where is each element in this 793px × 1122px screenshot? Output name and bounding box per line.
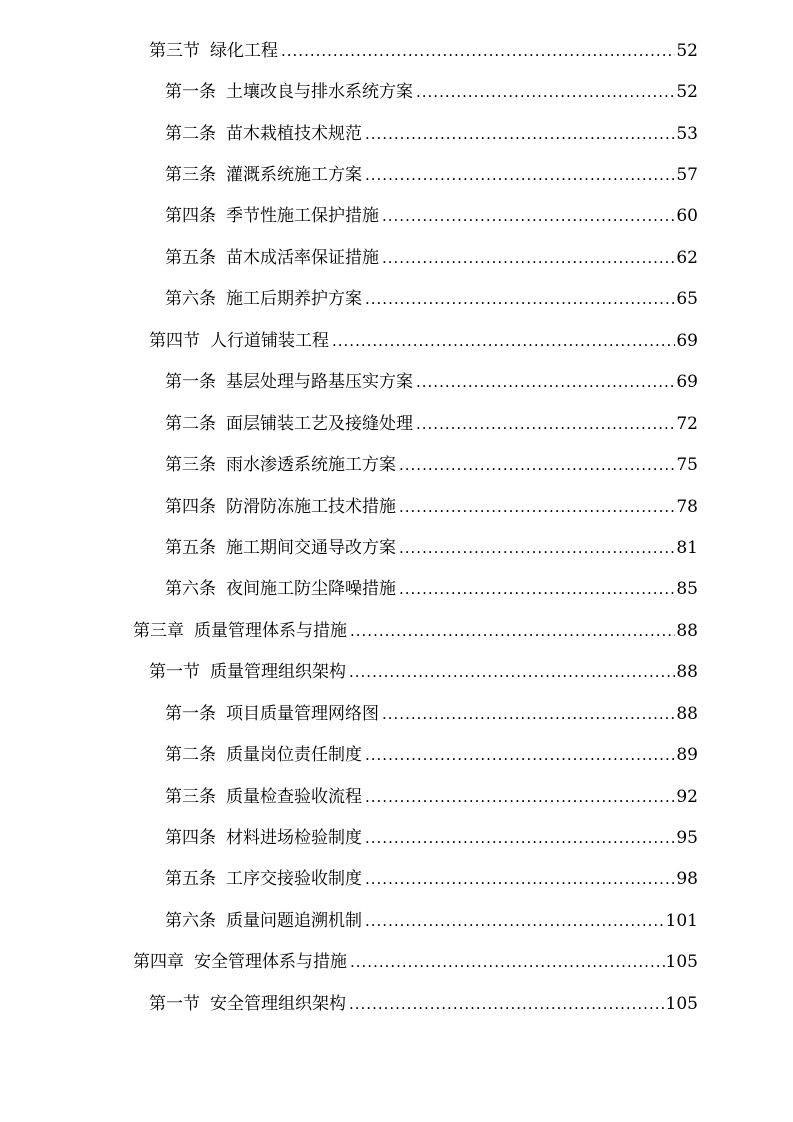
toc-entry-page: 53 [676,123,698,144]
toc-entry-title: 人行道铺装工程 [210,330,329,351]
toc-entry[interactable] [0,983,793,1024]
toc-dot-leader [350,951,665,973]
toc-entry-title: 项目质量管理网络图 [226,703,379,724]
toc-entry-page: 95 [676,828,698,849]
toc-entry-title: 工序交接验收制度 [226,869,362,890]
toc-entry[interactable] [0,859,793,900]
toc-entry-page: 72 [676,413,698,434]
toc-dot-leader [365,123,675,145]
toc-dot-leader [349,661,675,683]
toc-entry-title: 雨水渗透系统施工方案 [226,455,396,476]
toc-entry-page: 65 [676,289,698,310]
toc-entry-number: 第二条 [165,123,216,144]
toc-entry[interactable] [0,279,793,320]
toc-entry[interactable] [0,652,793,693]
toc-entry-title: 材料进场检验制度 [226,828,362,849]
toc-entry-number: 第四条 [165,828,216,849]
toc-entry-number: 第二条 [165,745,216,766]
toc-entry[interactable] [0,569,793,610]
toc-entry-page: 78 [676,496,698,517]
toc-entry-title: 质量岗位责任制度 [226,745,362,766]
toc-entry-page: 92 [676,786,698,807]
toc-entry[interactable] [0,734,793,775]
toc-dot-leader [399,496,675,518]
toc-dot-leader [416,413,675,435]
toc-entry[interactable] [0,942,793,983]
toc-entry-page: 88 [676,703,698,724]
toc-entry-number: 第六条 [165,579,216,600]
toc-dot-leader [382,205,675,227]
toc-dot-leader [365,164,675,186]
toc-entry-number: 第五条 [165,869,216,890]
toc-entry-number: 第一节 [149,662,200,683]
toc-entry-title: 质量管理体系与措施 [194,620,347,641]
toc-entry-title: 质量问题追溯机制 [226,910,362,931]
toc-entry-title: 防滑防冻施工技术措施 [226,496,396,517]
toc-entry-page: 101 [665,910,698,931]
toc-entry-title: 施工后期养护方案 [226,289,362,310]
toc-entry[interactable] [0,693,793,734]
toc-entry-title: 灌溉系统施工方案 [226,165,362,186]
toc-entry[interactable] [0,71,793,112]
toc-dot-leader [365,786,675,808]
toc-entry[interactable] [0,527,793,568]
toc-entry-number: 第五条 [165,537,216,558]
toc-entry[interactable] [0,776,793,817]
toc-entry-title: 质量检查验收流程 [226,786,362,807]
toc-entry-page: 105 [665,993,698,1014]
toc-entry-number: 第六条 [165,289,216,310]
toc-entry-number: 第一节 [149,993,200,1014]
toc-entry[interactable] [0,900,793,941]
toc-entry-title: 安全管理体系与措施 [194,952,347,973]
toc-entry-title: 苗木成活率保证措施 [226,247,379,268]
toc-entry-page: 98 [676,869,698,890]
toc-entry[interactable] [0,486,793,527]
toc-entry-title: 土壤改良与排水系统方案 [226,82,413,103]
toc-entry-page: 85 [676,579,698,600]
toc-entry[interactable] [0,30,793,71]
toc-dot-leader [365,910,665,932]
toc-entry-title: 面层铺装工艺及接缝处理 [226,413,413,434]
toc-entry-number: 第六条 [165,910,216,931]
toc-dot-leader [399,537,675,559]
toc-entry-page: 60 [676,206,698,227]
toc-entry-title: 基层处理与路基压实方案 [226,372,413,393]
toc-entry-page: 52 [676,40,698,61]
toc-entry-page: 105 [665,952,698,973]
toc-entry-page: 89 [676,745,698,766]
toc-dot-leader [332,330,675,352]
toc-entry-number: 第一条 [165,82,216,103]
toc-entry-number: 第二条 [165,413,216,434]
toc-entry[interactable] [0,113,793,154]
toc-dot-leader [399,578,675,600]
toc-entry-number: 第四条 [165,206,216,227]
toc-dot-leader [349,993,665,1015]
toc-dot-leader [399,454,675,476]
toc-entry-page: 88 [676,662,698,683]
toc-dot-leader [416,371,675,393]
toc-entry-page: 69 [676,330,698,351]
toc-entry-title: 苗木栽植技术规范 [226,123,362,144]
toc-entry[interactable] [0,154,793,195]
toc-entry[interactable] [0,196,793,237]
toc-entry-number: 第四章 [133,952,184,973]
toc-dot-leader [382,247,675,269]
toc-entry[interactable] [0,444,793,485]
toc-entry-number: 第四节 [149,330,200,351]
toc-entry-title: 安全管理组织架构 [210,993,346,1014]
toc-entry-title: 质量管理组织架构 [210,662,346,683]
toc-entry-number: 第一条 [165,372,216,393]
toc-entry-number: 第三条 [165,786,216,807]
toc-entry-number: 第三条 [165,165,216,186]
toc-dot-leader [350,620,675,642]
toc-dot-leader [382,703,675,725]
toc-dot-leader [365,288,675,310]
table-of-contents [0,30,793,1025]
toc-dot-leader [365,744,675,766]
toc-entry-page: 81 [676,537,698,558]
toc-dot-leader [365,827,675,849]
toc-entry-title: 施工期间交通导改方案 [226,537,396,558]
toc-entry-number: 第三章 [133,620,184,641]
toc-entry-page: 57 [676,165,698,186]
toc-dot-leader [281,40,675,62]
toc-entry-number: 第四条 [165,496,216,517]
toc-entry-title: 绿化工程 [210,40,278,61]
toc-entry-number: 第五条 [165,247,216,268]
toc-entry-title: 夜间施工防尘降噪措施 [226,579,396,600]
toc-entry[interactable] [0,237,793,278]
toc-entry-page: 62 [676,247,698,268]
toc-entry-page: 69 [676,372,698,393]
toc-entry-number: 第三条 [165,455,216,476]
toc-entry-page: 88 [676,620,698,641]
toc-dot-leader [416,81,675,103]
toc-entry-page: 75 [676,455,698,476]
toc-entry[interactable] [0,320,793,361]
toc-entry-title: 季节性施工保护措施 [226,206,379,227]
toc-entry[interactable] [0,610,793,651]
toc-entry[interactable] [0,362,793,403]
toc-dot-leader [365,868,675,890]
toc-entry-page: 52 [676,82,698,103]
toc-entry-number: 第一条 [165,703,216,724]
toc-entry[interactable] [0,403,793,444]
toc-entry[interactable] [0,817,793,858]
toc-entry-number: 第三节 [149,40,200,61]
